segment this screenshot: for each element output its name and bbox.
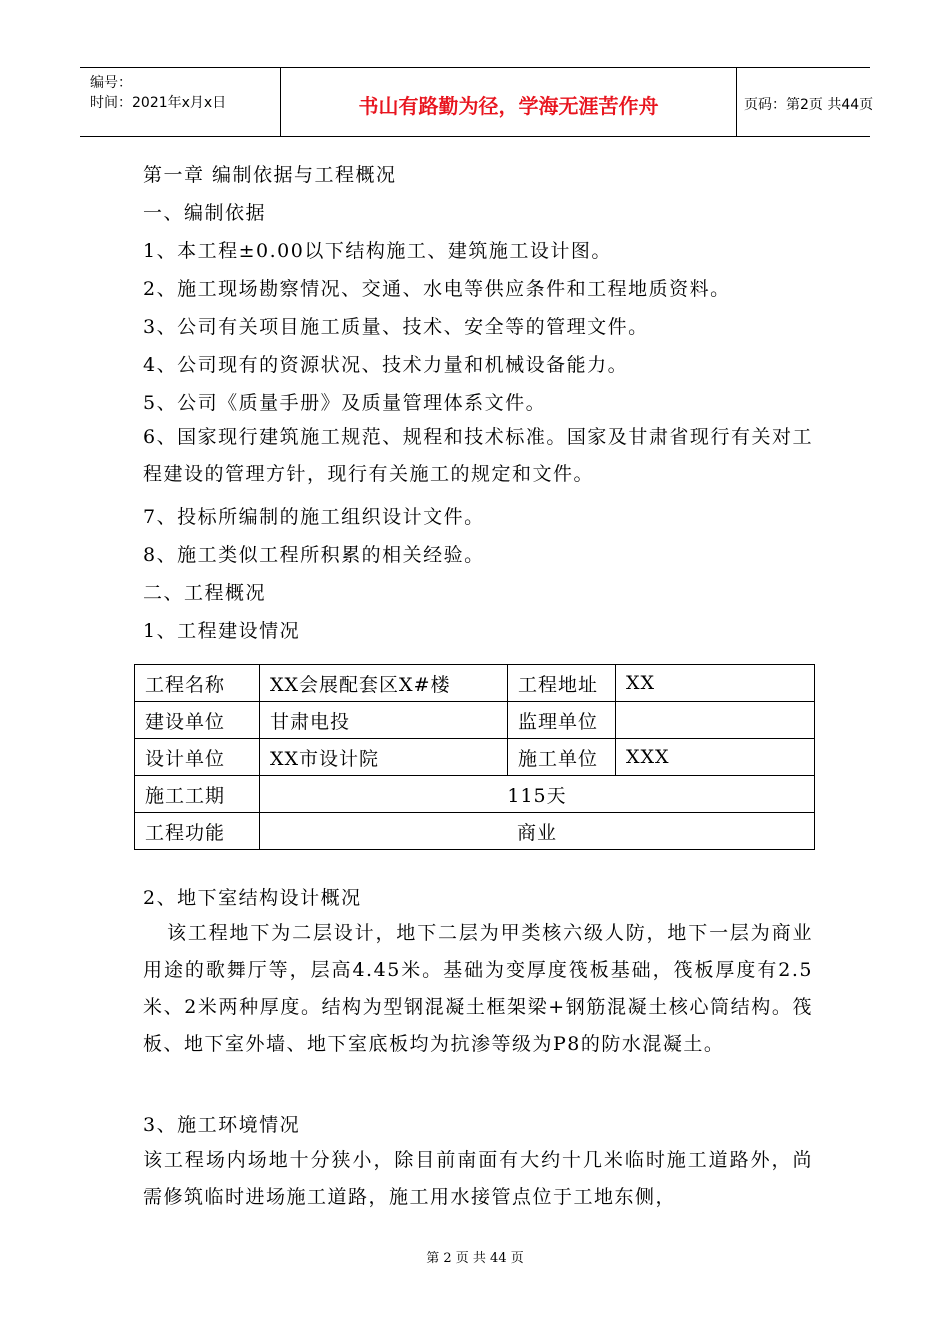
list-item: 4、公司现有的资源状况、技术力量和机械设备能力。	[143, 354, 629, 376]
list-item: 6、国家现行建筑施工规范、规程和技术标准。国家及甘肃省现行有关对工程建设的管理方针，现行有关施工的规定和文件。	[143, 426, 813, 485]
list-item: 2、施工现场勘察情况、交通、水电等供应条件和工程地质资料。	[143, 278, 731, 300]
table-row	[135, 665, 815, 702]
table-cell: 工程名称	[135, 665, 260, 702]
table-cell: XX	[616, 665, 815, 702]
table-cell: 施工单位	[508, 739, 616, 776]
table-cell: 监理单位	[508, 702, 616, 739]
table-row	[135, 739, 815, 776]
header-page-label: 页码：第2页 共44页	[744, 97, 874, 113]
table-cell: XX会展配套区X#楼	[260, 665, 508, 702]
table-cell: XXX	[616, 739, 815, 776]
paragraph: 该工程地下为二层设计，地下二层为甲类核六级人防，地下一层为商业用途的歌舞厅等，层高4.45米。基础为变厚度筏板基础，筏板厚度有2.5米、2米两种厚度。结构为型钢混凝土框架梁+钢筋混凝土核心筒结构。筏板、地下室外墙、地下室底板均为抗渗等级为P8的防水混凝土。	[143, 922, 813, 1055]
table-cell: 甘肃电投	[260, 702, 508, 739]
section2-title: 二、工程概况	[143, 582, 267, 604]
table-cell: 工程功能	[135, 813, 260, 850]
table-row	[135, 813, 815, 850]
subsection-title: 2、地下室结构设计概况	[143, 887, 362, 909]
list-item: 7、投标所编制的施工组织设计文件。	[143, 506, 485, 528]
table-cell: 工程地址	[508, 665, 616, 702]
table-cell: XX市设计院	[260, 739, 508, 776]
page-footer: 第 2 页 共 44 页	[426, 1251, 524, 1266]
table-cell: 建设单位	[135, 702, 260, 739]
subsection-title: 3、施工环境情况	[143, 1114, 301, 1136]
chapter-title: 第一章 编制依据与工程概况	[143, 164, 397, 186]
table-cell	[616, 702, 815, 739]
table-cell: 商业	[260, 813, 815, 850]
project-info-table	[134, 664, 815, 850]
header-motto-cell	[280, 68, 737, 136]
list-item: 8、施工类似工程所积累的相关经验。	[143, 544, 485, 566]
paragraph: 该工程场内场地十分狭小，除目前南面有大约十几米临时施工道路外，尚需修筑临时进场施工道路，施工用水接管点位于工地东侧，	[143, 1149, 813, 1208]
list-item: 3、公司有关项目施工质量、技术、安全等的管理文件。	[143, 316, 649, 338]
section1-title: 一、编制依据	[143, 202, 267, 224]
table-cell: 设计单位	[135, 739, 260, 776]
time-label: 时间：2021年x月x日	[90, 95, 227, 111]
page-header	[80, 67, 874, 137]
table-row	[135, 776, 815, 813]
list-item: 5、公司《质量手册》及质量管理体系文件。	[143, 392, 547, 414]
subsection-title: 1、工程建设情况	[143, 620, 301, 642]
table-cell: 115天	[260, 776, 815, 813]
header-meta	[80, 68, 280, 136]
list-item: 1、本工程±0.00以下结构施工、建筑施工设计图。	[143, 240, 612, 262]
header-page-cell	[736, 68, 874, 136]
table-row	[135, 702, 815, 739]
number-label: 编号：	[90, 75, 132, 91]
header-motto: 书山有路勤为径，学海无涯苦作舟	[358, 94, 659, 118]
table-cell: 施工工期	[135, 776, 260, 813]
